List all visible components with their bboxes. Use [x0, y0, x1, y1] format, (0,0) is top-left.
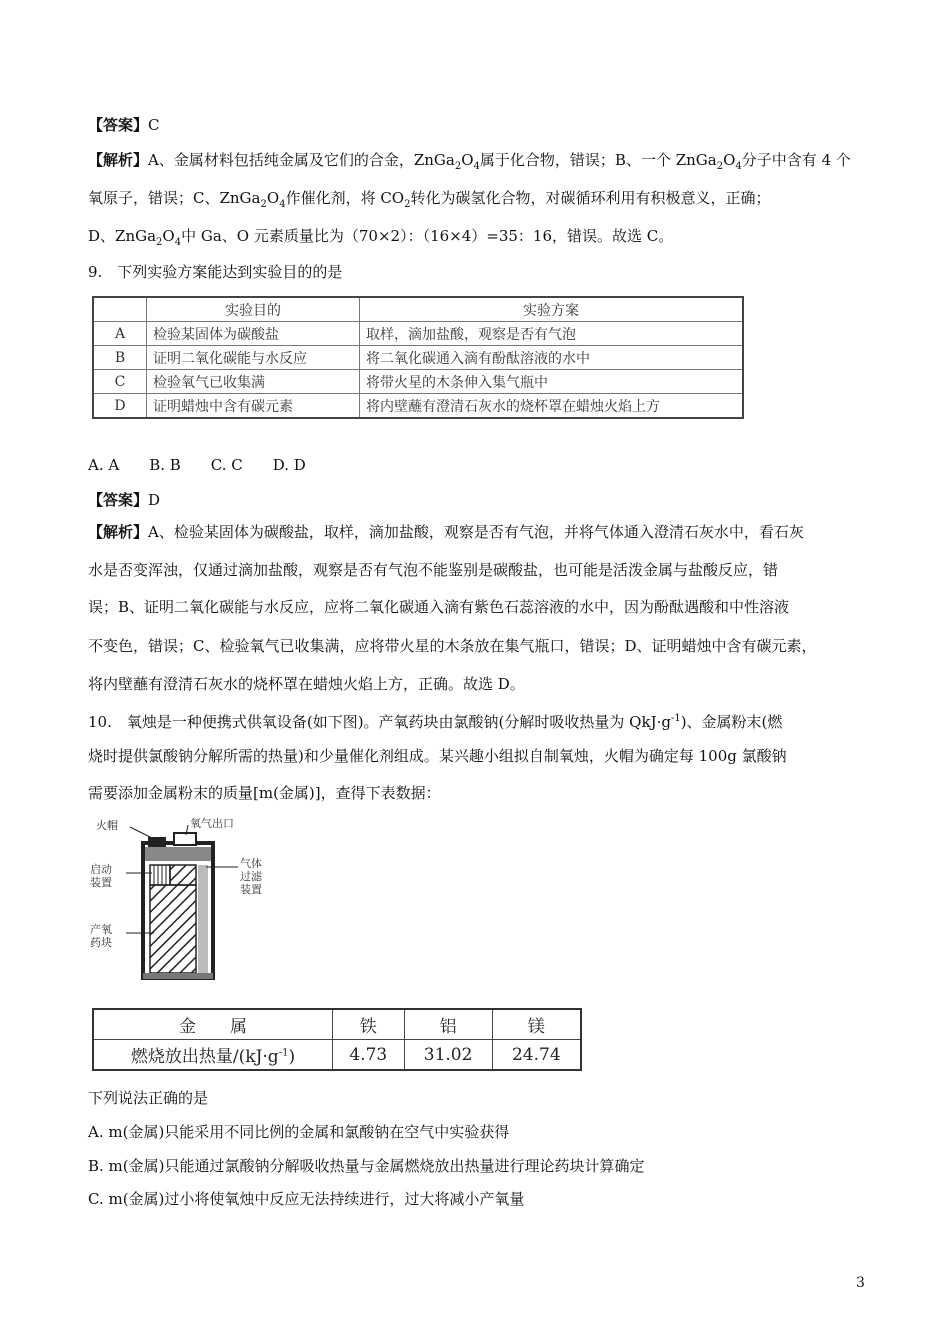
label-start-device: 启动 装置: [90, 863, 112, 889]
table-cell: 金 属: [93, 1009, 333, 1040]
q9-analysis-line-3: 误；B、证明二氧化碳能与水反应，应将二氧化碳通入滴有紫色石蕊溶液的水中，因为酚酞遇酸和中性溶液: [88, 598, 790, 616]
q9-options: A. A B. B C. C D. D: [88, 456, 306, 474]
table-cell: 证明二氧化碳能与水反应: [147, 346, 360, 370]
label-gas-filter: 气体 过滤 装置: [240, 857, 262, 896]
table-cell: 燃烧放出热量$/(kJ\cdot g^{-1})$: [93, 1040, 333, 1071]
q9-table: [92, 296, 744, 419]
table-cell: D: [93, 394, 147, 419]
q9-analysis-line-5: 将内壁蘸有澄清石灰水的烧杯罩在蜡烛火焰上方，正确。故选 D。: [88, 675, 525, 693]
q10-option-b: B. m(金属)只能通过氯酸钠分解吸收热量与金属燃烧放出热量进行理论药块计算确定: [88, 1157, 645, 1175]
table-cell: 铝: [404, 1009, 492, 1040]
q9-analysis-line-2: 水是否变浑浊，仅通过滴加盐酸，观察是否有气泡不能鉴别是碳酸盐，也可能是活泼金属与盐酸反应，错: [88, 561, 779, 579]
table-row: [93, 394, 743, 419]
oxygen-candle-diagram: [88, 815, 298, 990]
q8-answer: 【答案】C: [88, 116, 160, 134]
q10-table: [92, 1008, 582, 1071]
table-cell: 取样，滴加盐酸，观察是否有气泡: [360, 322, 744, 346]
q10-option-c: C. m(金属)过小将使氧烛中反应无法持续进行，过大将减小产氧量: [88, 1190, 525, 1208]
q10-prompt: 下列说法正确的是: [88, 1089, 209, 1107]
table-cell: 31.02: [404, 1040, 492, 1071]
q8-analysis-line-1: 【解析】A、金属材料包括纯金属及它们的合金，$ZnGa_2O_4$属于化合物，错误；B、一个 $ZnGa_2O_4$分子中含有 4 个: [88, 151, 851, 172]
table-row: [93, 1009, 581, 1040]
q9-table-header: [93, 297, 743, 322]
q10-text-line-2: 烧时提供氯酸钠分解所需的热量)和少量催化剂组成。某兴趣小组拟自制氧烛，火帽为确定每 100g 氯酸钠: [88, 747, 787, 765]
table-cell: 检验氧气已收集满: [147, 370, 360, 394]
label-oxygen-block: 产氧 药块: [90, 923, 112, 949]
oxygen-candle-figure: [88, 815, 298, 990]
page-number: 3: [856, 1275, 865, 1291]
q10-text-line-1: 10. 氧烛是一种便携式供氧设备(如下图)。产氧药块由氯酸钠(分解时吸收热量为 $QkJ\cdot g^{-1}$)、金属粉末(燃: [88, 713, 783, 731]
table-cell: 铁: [333, 1009, 405, 1040]
table-row: [93, 322, 743, 346]
table-cell: [93, 297, 147, 322]
q8-analysis-line-3: D、$ZnGa_2O_4$中 Ga、O 元素质量比为（70×2）：（16×4）=35：16，错误。故选 C。: [88, 227, 674, 248]
table-cell: 证明蜡烛中含有碳元素: [147, 394, 360, 419]
table-row: [93, 346, 743, 370]
table-row: [93, 1040, 581, 1071]
table-cell: 镁: [492, 1009, 581, 1040]
label-cap: 火帽: [96, 819, 118, 832]
q9-answer: 【答案】D: [88, 491, 161, 509]
q9-analysis-line-4: 不变色，错误；C、检验氧气已收集满，应将带火星的木条放在集气瓶口，错误；D、证明蜡烛中含有碳元素，: [88, 637, 817, 655]
q10-text-line-3: 需要添加金属粉末的质量[m(金属)]，查得下表数据：: [88, 784, 441, 802]
q10-option-a: A. m(金属)只能采用不同比例的金属和氯酸钠在空气中实验获得: [88, 1123, 510, 1141]
table-cell: B: [93, 346, 147, 370]
label-oxygen-outlet: 氧气出口: [190, 817, 234, 830]
table-cell: 检验某固体为碳酸盐: [147, 322, 360, 346]
q9-analysis-line-1: 【解析】A、检验某固体为碳酸盐，取样，滴加盐酸，观察是否有气泡，并将气体通入澄清石灰水中，看石灰: [88, 523, 804, 541]
table-cell: 实验方案: [360, 297, 744, 322]
table-cell: 将内壁蘸有澄清石灰水的烧杯罩在蜡烛火焰上方: [360, 394, 744, 419]
q9-question: 9. 下列实验方案能达到实验目的的是: [88, 263, 343, 281]
table-cell: A: [93, 322, 147, 346]
table-cell: 实验目的: [147, 297, 360, 322]
table-cell: 将带火星的木条伸入集气瓶中: [360, 370, 744, 394]
q8-analysis-line-2: 氧原子，错误；C、$ZnGa_2O_4$作催化剂，将 $CO_2$转化为碳氢化合物，对碳循环利用有积极意义，正确；: [88, 189, 771, 210]
table-row: [93, 370, 743, 394]
table-cell: 24.74: [492, 1040, 581, 1071]
table-cell: 4.73: [333, 1040, 405, 1071]
table-cell: C: [93, 370, 147, 394]
table-cell: 将二氧化碳通入滴有酚酞溶液的水中: [360, 346, 744, 370]
